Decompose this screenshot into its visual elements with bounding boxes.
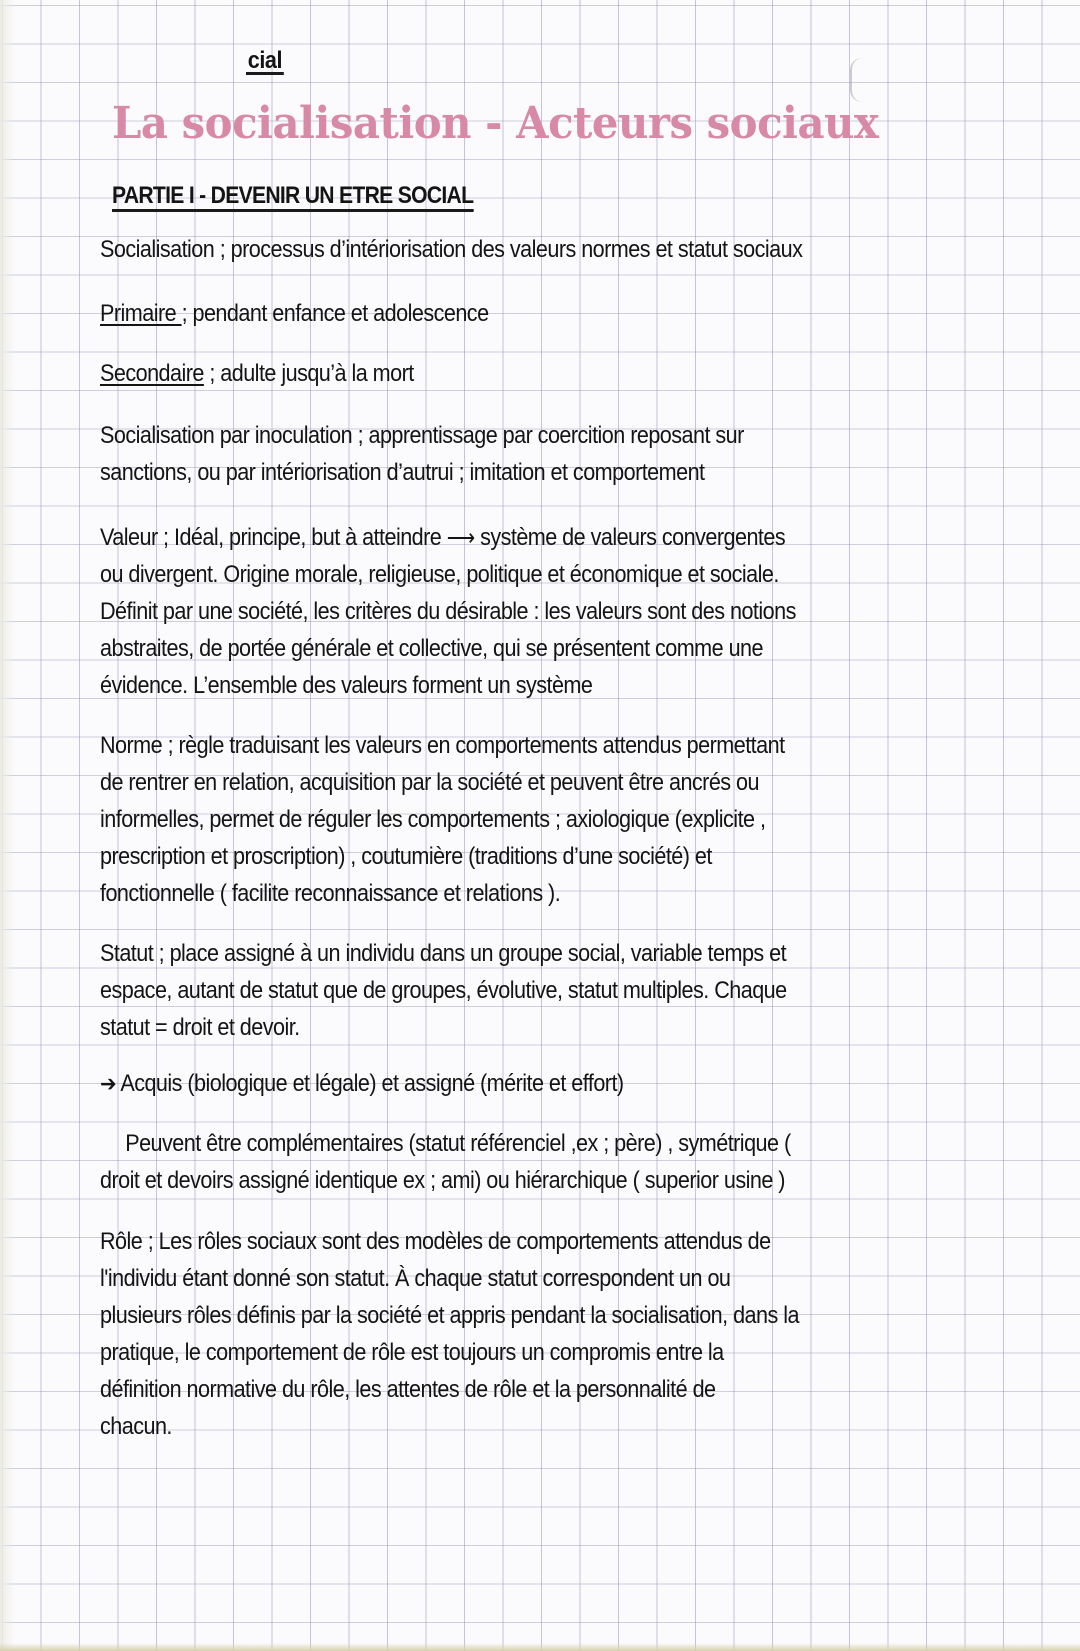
definition-line: pratique, le comportement de rôle est toujours un compromis entre la bbox=[100, 1339, 724, 1366]
definition-line: Socialisation ; processus d’intériorisation des valeurs normes et statut sociaux bbox=[100, 236, 803, 263]
notebook-margin bbox=[0, 0, 14, 1651]
term-secondaire: Secondaire bbox=[100, 360, 204, 387]
definition-line: Peuvent être complémentaires (statut référenciel ,ex ; père) , symétrique ( bbox=[125, 1130, 791, 1157]
definition-line: prescription et proscription) , coutumière (traditions d’une société) et bbox=[100, 843, 712, 870]
definition-line: définition normative du rôle, les attentes de rôle et la personnalité de bbox=[100, 1376, 716, 1403]
definition-line: l'individu étant donné son statut. À chaque statut correspondent un ou bbox=[100, 1265, 731, 1292]
definition-line: espace, autant de statut que de groupes, évolutive, statut multiples. Chaque bbox=[100, 977, 787, 1004]
faint-bracket-mark bbox=[850, 58, 874, 102]
definition-line: Socialisation par inoculation ; apprentissage par coercition reposant sur bbox=[100, 422, 744, 449]
definition-line: informelles, permet de réguler les comportements ; axiologique (explicite , bbox=[100, 806, 766, 833]
definition-text: ; pendant enfance et adolescence bbox=[181, 300, 489, 327]
definition-line: droit et devoirs assigné identique ex ; ami) ou hiérarchique ( superior usine ) bbox=[100, 1167, 785, 1194]
definition-line: Rôle ; Les rôles sociaux sont des modèles de comportements attendus de bbox=[100, 1228, 771, 1255]
definition-line: évidence. L’ensemble des valeurs forment un système bbox=[100, 672, 593, 699]
section-heading: PARTIE I - DEVENIR UN ETRE SOCIAL bbox=[112, 183, 473, 212]
definition-role bbox=[100, 1223, 877, 1445]
definition-secondaire bbox=[100, 355, 449, 392]
document-body bbox=[100, 182, 1020, 1440]
definition-line: Norme ; règle traduisant les valeurs en comportements attendus permettant bbox=[100, 732, 785, 759]
definition-valeur bbox=[100, 519, 873, 704]
definition-text: système de valeurs convergentes bbox=[474, 524, 786, 551]
definition-norme bbox=[100, 727, 861, 912]
definition-line bbox=[100, 519, 796, 556]
page-bottom-edge bbox=[0, 1643, 1080, 1651]
definition-line bbox=[100, 295, 489, 332]
definition-line: de rentrer en relation, acquisition par la société et peuvent être ancrés ou bbox=[100, 769, 759, 796]
definition-line: plusieurs rôles définis par la société et appris pendant la socialisation, dans la bbox=[100, 1302, 799, 1329]
cut-label-fragment: cial bbox=[247, 47, 283, 74]
definition-socialisation bbox=[100, 231, 880, 268]
definition-line: Statut ; place assigné à un individu dans un groupe social, variable temps et bbox=[100, 940, 787, 967]
definition-line: chacun. bbox=[100, 1413, 172, 1440]
definition-line bbox=[100, 1065, 624, 1102]
definition-line: Définit par une société, les critères du désirable : les valeurs sont des notions bbox=[100, 598, 796, 625]
bullet-acquis bbox=[100, 1065, 682, 1102]
definition-line: sanctions, ou par intériorisation d’autrui ; imitation et comportement bbox=[100, 459, 705, 486]
term-primaire: Primaire bbox=[100, 300, 182, 327]
arrow-right-icon: ⟶ bbox=[446, 525, 475, 550]
page-title: La socialisation - Acteurs sociaux bbox=[112, 98, 879, 149]
paragraph-complementaires bbox=[100, 1125, 867, 1199]
definition-line: ou divergent. Origine morale, religieuse, politique et économique et sociale. bbox=[100, 561, 779, 588]
definition-primaire bbox=[100, 295, 532, 332]
definition-text: ; adulte jusqu’à la mort bbox=[203, 360, 414, 387]
definition-line bbox=[100, 355, 414, 392]
definition-line: abstraites, de portée générale et collective, qui se présentent comme une bbox=[100, 635, 764, 662]
definition-line: fonctionnelle ( facilite reconnaissance et relations ). bbox=[100, 880, 561, 907]
definition-text: Acquis (biologique et légale) et assigné (mérite et effort) bbox=[116, 1070, 624, 1097]
arrow-right-icon: ➔ bbox=[100, 1071, 117, 1096]
definition-line: statut = droit et devoir. bbox=[100, 1014, 300, 1041]
definition-text: Valeur ; Idéal, principe, but à atteindre bbox=[100, 524, 442, 551]
definition-inoculation bbox=[100, 417, 815, 491]
definition-statut bbox=[100, 935, 863, 1046]
